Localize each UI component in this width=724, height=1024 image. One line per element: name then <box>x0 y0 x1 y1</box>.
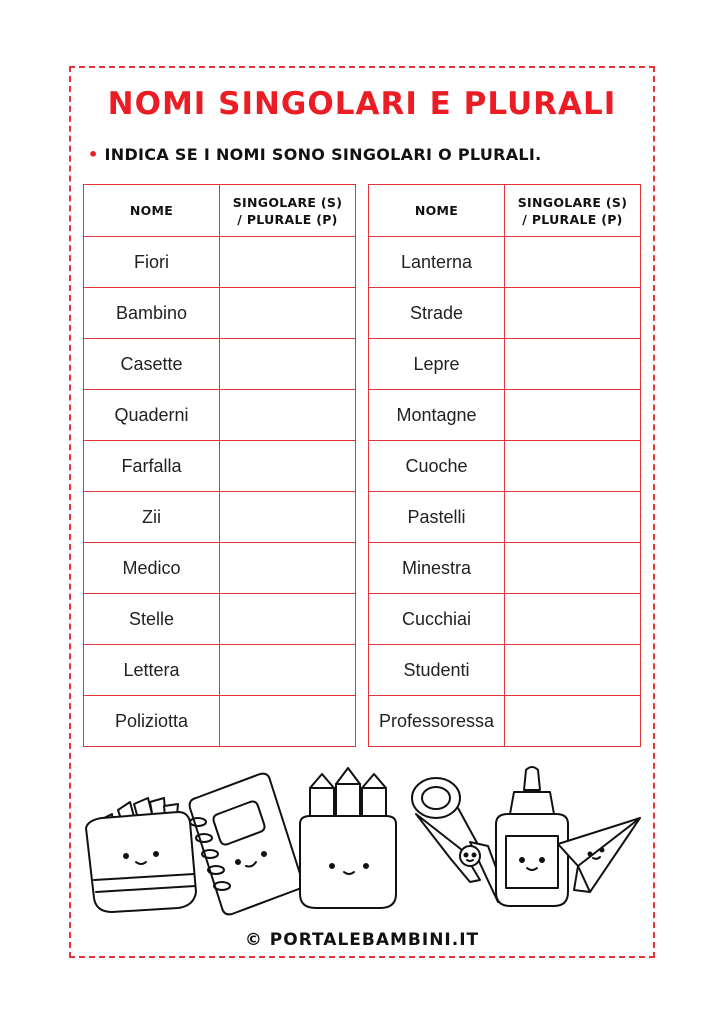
table-row <box>84 492 356 543</box>
answer-header-line2: / PLURALE (P) <box>522 211 623 227</box>
table-row <box>84 543 356 594</box>
bullet-point: • <box>88 145 99 164</box>
instruction <box>88 145 542 164</box>
word-cell: Lettera <box>84 645 220 696</box>
word-cell: Poliziotta <box>84 696 220 747</box>
footer-copyright: © PORTALEBAMBINI.IT <box>244 930 480 950</box>
name-column-header: NOME <box>84 185 220 237</box>
answer-cell[interactable] <box>220 288 356 339</box>
table-row <box>84 594 356 645</box>
school-supplies-illustration <box>78 762 646 922</box>
table-row <box>84 390 356 441</box>
word-cell: Casette <box>84 339 220 390</box>
page-title: NOMI SINGOLARI E PLURALI <box>107 86 617 122</box>
word-cell: Pastelli <box>369 492 505 543</box>
table-header-row <box>369 185 641 237</box>
word-cell: Lepre <box>369 339 505 390</box>
table-row <box>369 288 641 339</box>
answer-cell[interactable] <box>220 390 356 441</box>
table-row <box>84 288 356 339</box>
answer-cell[interactable] <box>220 594 356 645</box>
word-cell: Quaderni <box>84 390 220 441</box>
answer-cell[interactable] <box>505 237 641 288</box>
word-cell: Zii <box>84 492 220 543</box>
answer-header-line2: / PLURALE (P) <box>237 211 338 227</box>
answer-header-line1: SINGOLARE (S) <box>232 194 343 210</box>
word-cell: Medico <box>84 543 220 594</box>
table-row <box>84 696 356 747</box>
left-word-table <box>83 184 356 747</box>
word-cell: Cuoche <box>369 441 505 492</box>
table-row <box>369 492 641 543</box>
word-cell: Minestra <box>369 543 505 594</box>
answer-cell[interactable] <box>220 339 356 390</box>
table-row <box>84 339 356 390</box>
answer-cell[interactable] <box>505 645 641 696</box>
answer-cell[interactable] <box>505 441 641 492</box>
word-cell: Stelle <box>84 594 220 645</box>
answer-cell[interactable] <box>505 543 641 594</box>
answer-cell[interactable] <box>505 288 641 339</box>
word-cell: Fiori <box>84 237 220 288</box>
answer-header-line1: SINGOLARE (S) <box>517 194 628 210</box>
word-cell: Bambino <box>84 288 220 339</box>
word-cell: Montagne <box>369 390 505 441</box>
table-row <box>84 441 356 492</box>
table-row <box>369 390 641 441</box>
scissors-icon <box>412 778 508 902</box>
table-row <box>369 543 641 594</box>
answer-column-header <box>220 185 356 237</box>
instruction-text: INDICA SE I NOMI SONO SINGOLARI O PLURALI. <box>104 145 542 164</box>
table-row <box>369 339 641 390</box>
answer-cell[interactable] <box>220 492 356 543</box>
crayon-box-icon <box>86 798 196 912</box>
notebook-icon <box>190 774 303 915</box>
word-cell: Cucchiai <box>369 594 505 645</box>
answer-cell[interactable] <box>220 441 356 492</box>
table-header-row <box>84 185 356 237</box>
table-row <box>84 237 356 288</box>
answer-cell[interactable] <box>505 594 641 645</box>
answer-cell[interactable] <box>505 390 641 441</box>
table-row <box>369 441 641 492</box>
table-row <box>369 696 641 747</box>
glue-bottle-icon <box>496 767 568 906</box>
table-row <box>369 237 641 288</box>
table-row <box>84 645 356 696</box>
answer-cell[interactable] <box>220 237 356 288</box>
right-word-table <box>368 184 641 747</box>
answer-cell[interactable] <box>220 696 356 747</box>
pencil-cup-icon <box>300 768 396 908</box>
word-cell: Farfalla <box>84 441 220 492</box>
answer-column-header <box>505 185 641 237</box>
answer-cell[interactable] <box>220 645 356 696</box>
word-cell: Studenti <box>369 645 505 696</box>
name-column-header: NOME <box>369 185 505 237</box>
table-row <box>369 594 641 645</box>
answer-cell[interactable] <box>505 339 641 390</box>
answer-cell[interactable] <box>505 492 641 543</box>
word-cell: Lanterna <box>369 237 505 288</box>
word-cell: Professoressa <box>369 696 505 747</box>
answer-cell[interactable] <box>505 696 641 747</box>
table-row <box>369 645 641 696</box>
word-cell: Strade <box>369 288 505 339</box>
paper-plane-icon <box>558 818 640 892</box>
answer-cell[interactable] <box>220 543 356 594</box>
